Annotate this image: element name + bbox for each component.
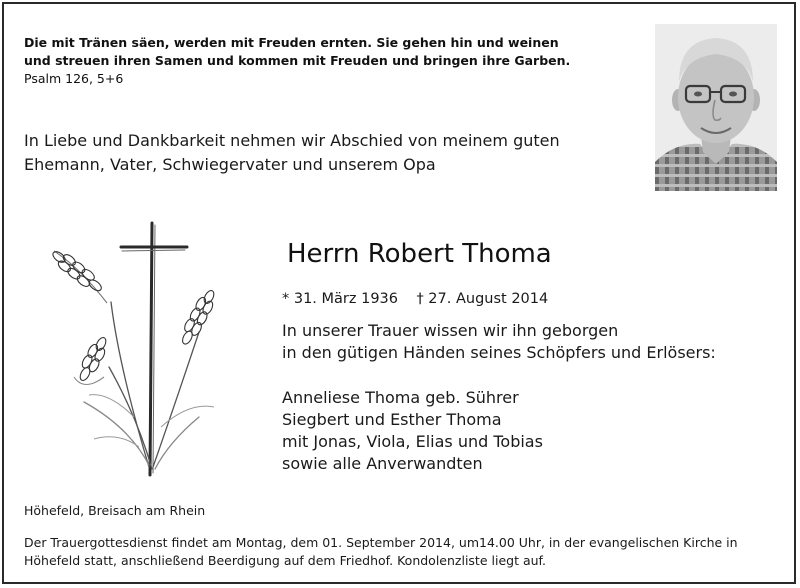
deceased-name: Herrn Robert Thoma (287, 239, 552, 269)
mourning-text (282, 320, 772, 364)
cross-with-wheat-icon (49, 217, 239, 482)
service-info (24, 534, 784, 570)
life-dates (282, 289, 548, 309)
verse-line-2: und streuen ihren Samen und kommen mit Freuden und bringen ihre Garben. (24, 53, 571, 68)
intro-line-1: In Liebe und Dankbarkeit nehmen wir Abschied von meinem guten (24, 131, 560, 150)
mourning-line-2: in den gütigen Händen seines Schöpfers und Erlösers: (282, 343, 716, 362)
bible-verse (24, 34, 614, 88)
birth-date: * 31. März 1936 (282, 291, 399, 307)
portrait-photo (655, 24, 777, 191)
intro-text (24, 129, 654, 177)
place: Höhefeld, Breisach am Rhein (24, 503, 206, 518)
family-member: mit Jonas, Viola, Elias und Tobias (282, 432, 543, 451)
verse-reference: Psalm 126, 5+6 (24, 71, 124, 86)
family-list (282, 387, 772, 475)
mourning-line-1: In unserer Trauer wissen wir ihn geborgen (282, 321, 619, 340)
family-member: Siegbert und Esther Thoma (282, 410, 502, 429)
death-date: † 27. August 2014 (416, 291, 549, 307)
service-line-1: Der Trauergottesdienst findet am Montag, dem 01. September 2014, um14.00 Uhr, in der evangelischen Kirche in (24, 535, 738, 550)
verse-line-1: Die mit Tränen säen, werden mit Freuden ernten. Sie gehen hin und weinen (24, 35, 559, 50)
intro-line-2: Ehemann, Vater, Schwiegervater und unserem Opa (24, 155, 436, 174)
service-line-2: Höhefeld statt, anschließend Beerdigung auf dem Friedhof. Kondolenzliste liegt auf. (24, 553, 546, 568)
family-member: Anneliese Thoma geb. Sührer (282, 388, 519, 407)
portrait-photo-image (655, 24, 777, 191)
family-member: sowie alle Anverwandten (282, 454, 483, 473)
obituary-card (2, 2, 796, 584)
